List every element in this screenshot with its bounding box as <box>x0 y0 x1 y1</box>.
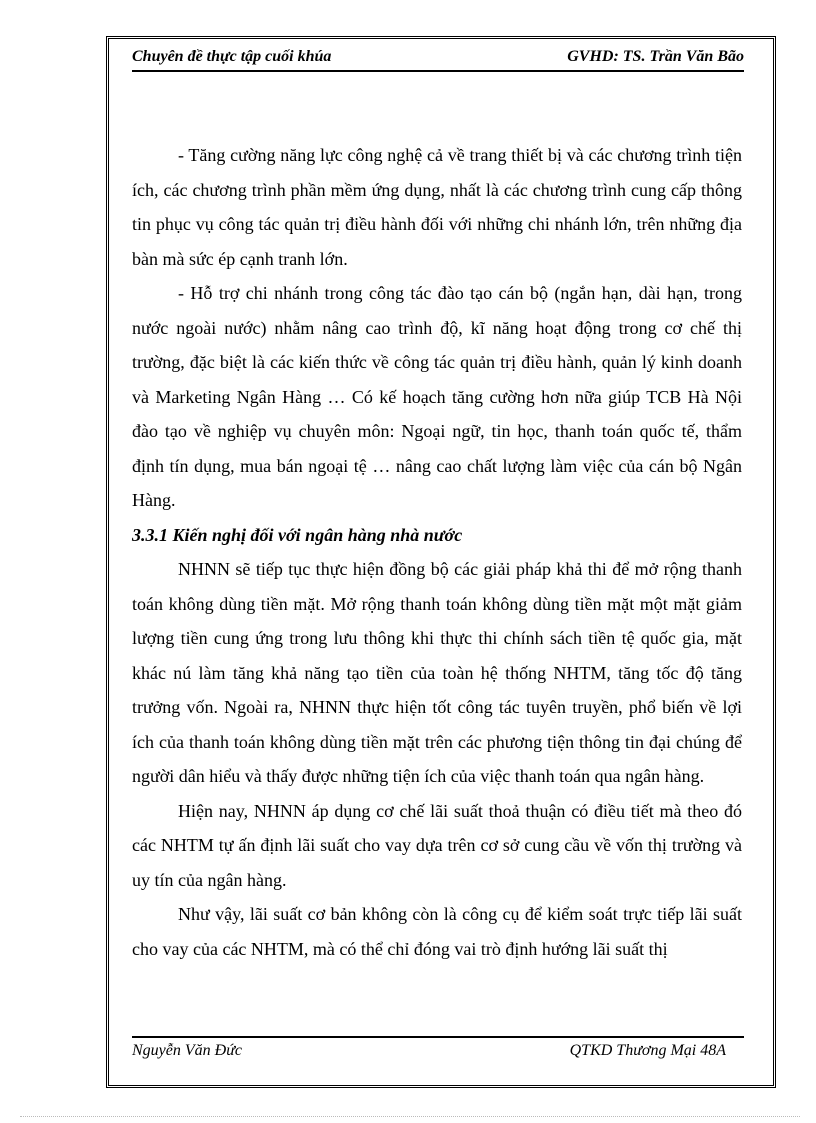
header-title: Chuyên đề thực tập cuối khúa <box>132 48 332 65</box>
header-advisor: GVHD: TS. Trần Văn Bão <box>567 48 744 65</box>
paragraph-base-rate: Như vậy, lãi suất cơ bản không còn là công cụ để kiểm soát trực tiếp lãi suất cho vay của các NHTM, mà có thể chỉ đóng vai trò định hướng lãi suất thị <box>132 904 742 959</box>
footer-divider <box>132 1036 744 1038</box>
paragraph-interest-rate: Hiện nay, NHNN áp dụng cơ chế lãi suất thoả thuận có điều tiết mà theo đó các NHTM tự ấn định lãi suất cho vay dựa trên cơ sở cung cầu về vốn thị trường và uy tín của ngân hàng. <box>132 800 742 890</box>
document-body <box>132 138 742 966</box>
footer-author: Nguyễn Văn Đức <box>132 1042 243 1059</box>
page-header <box>132 48 744 72</box>
paragraph-training: - Hỗ trợ chi nhánh trong công tác đào tạo cán bộ (ngắn hạn, dài hạn, trong nước ngoài nước) nhằm nâng cao trình độ, kĩ năng hoạt động trong cơ chế thị trường, đặc biệt là các kiến thức về công tác quản trị điều hành, quản lý kinh doanh và Marketing Ngân Hàng … Có kế hoạch tăng cường hơn nữa giúp TCB Hà Nội đào tạo về nghiệp vụ chuyên môn: Ngoại ngữ, tin học, thanh toán quốc tế, thẩm định tín dụng, mua bán ngoại tệ … nâng cao chất lượng làm việc của cán bộ Ngân Hàng. <box>132 283 742 510</box>
paragraph-cashless: NHNN sẽ tiếp tục thực hiện đồng bộ các giải pháp khả thi để mở rộng thanh toán không dùng tiền mặt. Mở rộng thanh toán không dùng tiền mặt một mặt giảm lượng tiền cung ứng trong lưu thông khi thực thi chính sách tiền tệ quốc gia, mặt khác nú làm tăng khả năng tạo tiền của toàn hệ thống NHTM, tăng tốc độ tăng trưởng vốn. Ngoài ra, NHNN thực hiện tốt công tác tuyên truyền, phổ biến về lợi ích của thanh toán không dùng tiền mặt trên các phương tiện thông tin đại chúng để người dân hiểu và thấy được những tiện ích của việc thanh toán qua ngân hàng. <box>132 559 742 786</box>
bottom-dotted-line <box>20 1116 800 1117</box>
section-heading: 3.3.1 Kiến nghị đối với ngân hàng nhà nước <box>132 524 463 545</box>
page-footer <box>132 1042 726 1060</box>
paragraph-technology: - Tăng cường năng lực công nghệ cả về trang thiết bị và các chương trình tiện ích, các chương trình phần mềm ứng dụng, nhất là các chương trình cung cấp thông tin phục vụ công tác quản trị điều hành đối với những chi nhánh lớn, trên những địa bàn mà sức ép cạnh tranh lớn. <box>132 145 742 269</box>
footer-class: QTKD Thương Mại 48A <box>569 1042 726 1059</box>
